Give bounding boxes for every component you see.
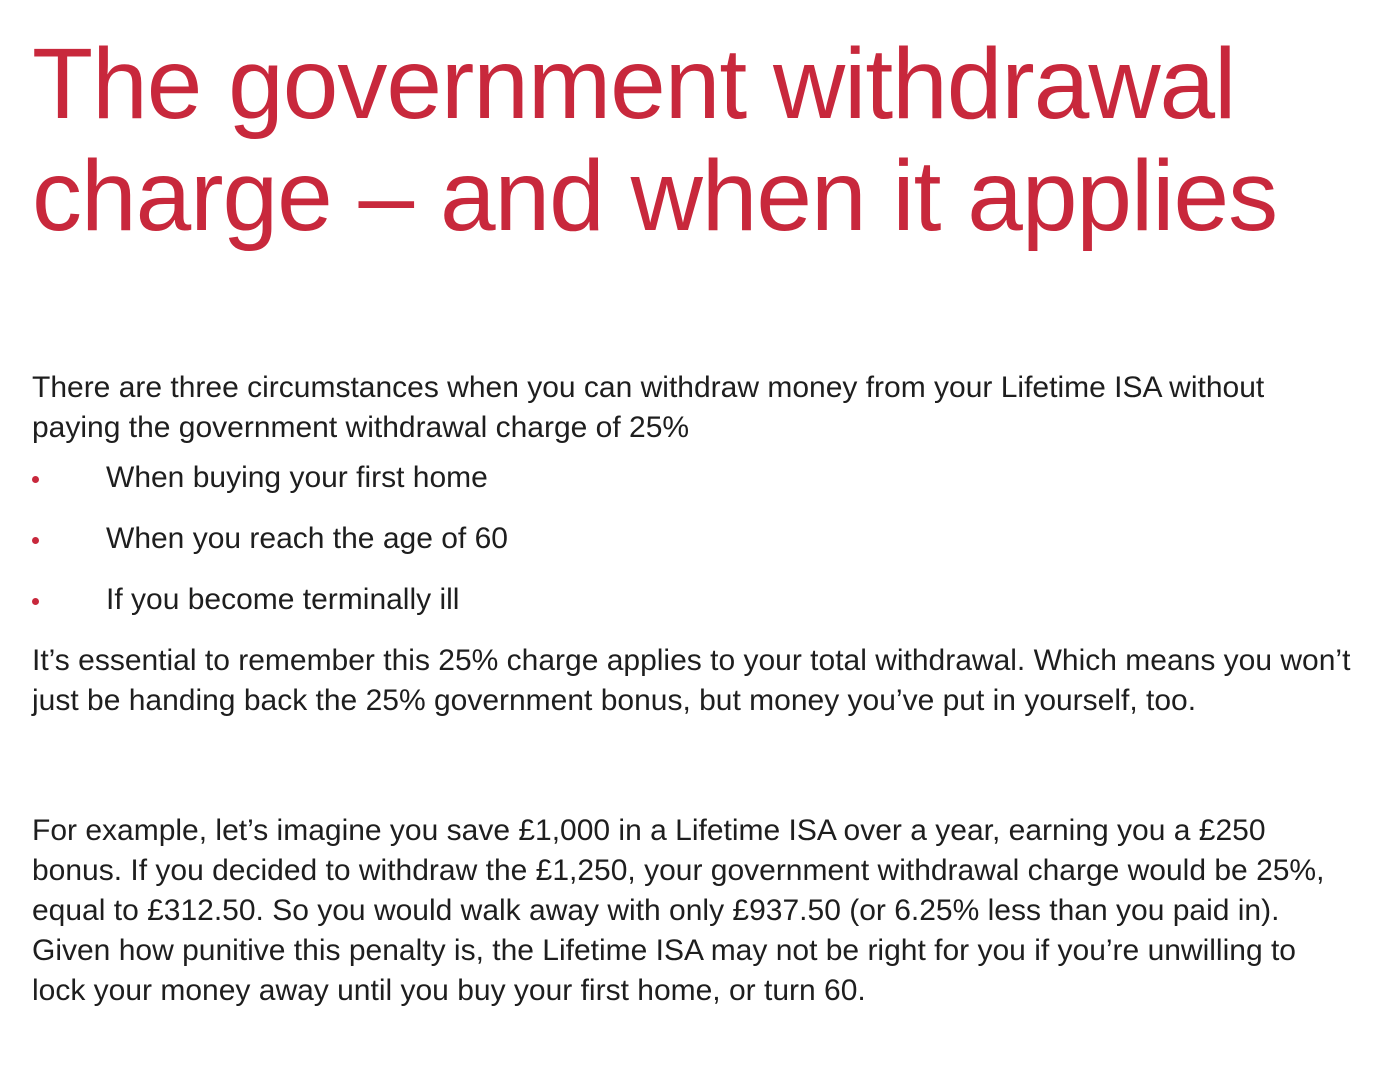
title-line-2: charge – and when it applies [32,140,1278,252]
list-item-text: When you reach the age of 60 [106,522,508,555]
example-paragraph: For example, let’s imagine you save £1,000 in a Lifetime ISA over a year, earning you a £250 bonus. If you decided to withdraw the £1,250, your government withdrawal charge would be 25%, equal to £312.50. So you would walk away with only £937.50 (or 6.25% less than you paid in). Given how punitive this penalty is, the Lifetime ISA may not be right for you if you’re unwilling to lock your money away until you buy your first home, or turn 60. [32,814,1325,1007]
list-item [32,580,1352,641]
intro-paragraph: There are three circumstances when you can withdraw money from your Lifetime ISA without paying the government withdrawal charge of 25% [32,371,1265,444]
circumstances-list [32,458,1352,641]
document-page [32,0,1362,1007]
title-line-1: The government withdrawal [32,28,1236,140]
list-item [32,519,1352,580]
bullet-dot-icon [32,598,39,605]
bullet-dot-icon [32,537,39,544]
list-item-text: If you become terminally ill [106,583,460,616]
list-item-text: When buying your first home [106,461,488,494]
charge-explanation-paragraph: It’s essential to remember this 25% charge applies to your total withdrawal. Which means you won’t just be handing back the 25% government bonus, but money you’ve put in yourself, too. [32,644,1351,717]
list-item [32,458,1352,519]
page-title [32,0,1362,252]
bullet-dot-icon [32,476,39,483]
